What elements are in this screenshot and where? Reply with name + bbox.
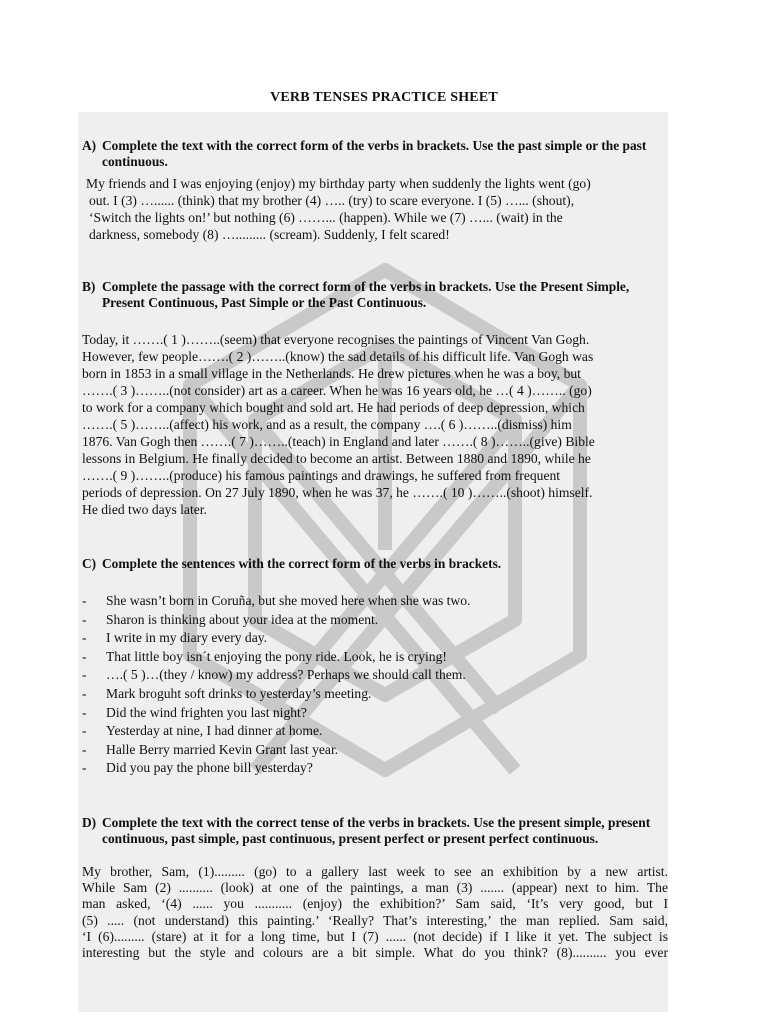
section-a-letter: A) [82, 138, 97, 153]
section-d-line: ‘I (6)......... (stare) at it for a long time, but I (7) ...... (not decide) if I like it yet. The subject is [82, 928, 668, 944]
section-a-line: darkness, somebody (8) …......... (scream). Suddenly, I felt scared! [89, 227, 450, 242]
list-item-text: Sharon is thinking about your idea at the moment. [106, 611, 379, 627]
section-d-line: (5) ..... (not understand) this painting.’ ‘Really? That’s interesting,’ the man replied. Sam said, [82, 912, 668, 928]
section-a-text [86, 175, 591, 243]
section-d-letter: D) [82, 815, 97, 830]
section-d-line: man asked, ‘(4) ...... you ........... (enjoy) the exhibition?’ Sam said, ‘It’s very good, but I [82, 896, 668, 912]
list-item-text: Did you pay the phone bill yesterday? [106, 760, 313, 776]
list-dash: - [82, 630, 87, 646]
section-d-text [82, 864, 668, 961]
page-title: VERB TENSES PRACTICE SHEET [270, 90, 498, 105]
section-c-heading [82, 556, 672, 572]
section-b-line: Today, it …….( 1 )……..(seem) that everyone recognises the paintings of Vincent Van Gogh. [82, 332, 590, 347]
list-item-text: Did the wind frighten you last night? [106, 704, 307, 720]
list-item-text: That little boy isn´t enjoying the pony ride. Look, he is crying! [106, 648, 447, 664]
list-item [82, 592, 470, 611]
list-item [82, 704, 470, 723]
section-c-letter: C) [82, 556, 97, 571]
list-item-text: Mark broguht soft drinks to yesterday’s meeting. [106, 685, 372, 701]
section-a-heading [82, 138, 672, 170]
list-dash: - [82, 760, 87, 776]
section-b-line: …….( 3 )……..(not consider) art as a career. When he was 16 years old, he …( 4 )…….. (go) [82, 383, 592, 398]
section-b-heading [82, 279, 672, 311]
list-item-text: Yesterday at nine, I had dinner at home. [106, 723, 323, 739]
list-item-text: She wasn’t born in Coruña, but she moved here when she was two. [106, 593, 471, 608]
section-d-heading [82, 815, 672, 847]
list-item [82, 629, 470, 648]
list-dash: - [82, 685, 87, 701]
section-b-line: born in 1853 in a small village in the Netherlands. He drew pictures when he was a boy, but [82, 366, 581, 381]
list-dash: - [82, 723, 87, 739]
section-b-letter: B) [82, 279, 96, 294]
section-b-line: to work for a company which bought and sold art. He had periods of deep depression, which [82, 400, 585, 415]
list-item-text: I write in my diary every day. [106, 630, 268, 646]
list-item [82, 666, 470, 685]
list-item-text: ….( 5 )…(they / know) my address? Perhaps we should call them. [106, 667, 466, 683]
list-item [82, 759, 470, 778]
list-item [82, 648, 470, 667]
section-d-instructions: Complete the text with the correct tense of the verbs in brackets. Use the present simple, present continuous, past simple, past continuous, present perfect or present perfect continuous. [102, 815, 651, 846]
section-b-line: …….( 5 )……..(affect) his work, and as a result, the company ….( 6 )……..(dismiss) him [82, 417, 572, 432]
list-item-text: Halle Berry married Kevin Grant last year. [106, 741, 339, 757]
list-dash: - [82, 741, 87, 757]
list-item [82, 685, 470, 704]
section-b-line: He died two days later. [82, 502, 207, 517]
list-dash: - [82, 704, 87, 720]
section-a-line: out. I (3) …...... (think) that my brother (4) ….. (try) to scare everyone. I (5) …... (shout), [89, 193, 575, 208]
section-d-line: My brother, Sam, (1)......... (go) to a gallery last week to see an exhibition by a new artist. [82, 864, 668, 879]
section-a-line: My friends and I was enjoying (enjoy) my birthday party when suddenly the lights went (go) [86, 176, 591, 191]
section-b-line: However, few people…….( 2 )……..(know) the sad details of his difficult life. Van Gogh was [82, 349, 594, 364]
section-a-instructions: Complete the text with the correct form of the verbs in brackets. Use the past simple or the past continuous. [102, 138, 647, 169]
list-dash: - [82, 611, 87, 627]
section-c-list [82, 592, 470, 778]
section-b-line: …….( 9 )……..(produce) his famous paintings and drawings, he suffered from frequent [82, 468, 561, 483]
section-b-line: periods of depression. On 27 July 1890, when he was 37, he …….( 10 )……..(shoot) himself. [82, 485, 593, 500]
section-b-line: lessons in Belgium. He finally decided to become an artist. Between 1880 and 1890, while he [82, 451, 591, 466]
section-a-line: ‘Switch the lights on!’ but nothing (6) ……... (happen). While we (7) …... (wait) in the [89, 210, 563, 225]
section-b-line: 1876. Van Gogh then …….( 7 )……..(teach) in England and later …….( 8 )……..(give) Bible [82, 434, 595, 449]
section-d-line: interesting but the style and colours are a bit simple. What do you think? (8).......... you ever [82, 945, 668, 961]
section-d-line: While Sam (2) .......... (look) at one of the paintings, a man (3) ....... (appear) next to him. The [82, 880, 668, 896]
list-item [82, 741, 470, 760]
section-b-instructions: Complete the passage with the correct form of the verbs in brackets. Use the Present Simple, Present Continuous, Past Simple or the Past Continuous. [102, 279, 630, 310]
list-dash: - [82, 593, 87, 608]
list-dash: - [82, 648, 87, 664]
section-b-text [82, 331, 595, 518]
list-item [82, 611, 470, 630]
section-c-instructions: Complete the sentences with the correct form of the verbs in brackets. [102, 556, 502, 571]
list-item [82, 722, 470, 741]
list-dash: - [82, 667, 87, 683]
